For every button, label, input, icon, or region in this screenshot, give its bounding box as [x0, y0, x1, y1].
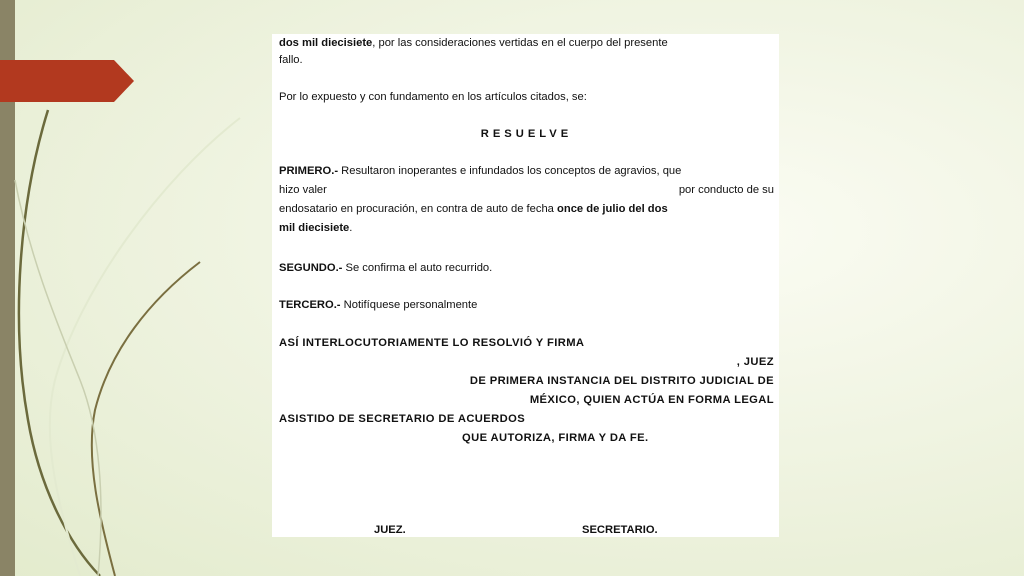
line-mexico: MÉXICO, QUIEN ACTÚA EN FORMA LEGAL	[529, 394, 774, 406]
document-page	[272, 34, 779, 537]
line-asistido: ASISTIDO DE SECRETARIO DE ACUERDOS	[279, 413, 526, 425]
line-tercero: TERCERO.- Notifíquese personalmente	[279, 299, 478, 311]
signature-secretario: SECRETARIO.	[582, 524, 658, 536]
signature-juez: JUEZ.	[374, 524, 406, 536]
line-mil-diecisiete: mil diecisiete.	[279, 222, 353, 234]
line-fallo: fallo.	[279, 54, 303, 66]
resuelve-heading: RESUELVE	[480, 128, 573, 140]
line-por-lo-expuesto: Por lo expuesto y con fundamento en los artículos citados, se:	[279, 91, 587, 103]
line-que-autoriza: QUE AUTORIZA, FIRMA Y DA FE.	[462, 432, 649, 444]
line-endosatario: endosatario en procuración, en contra de auto de fecha once de julio del dos	[279, 203, 668, 215]
line-dos-mil: dos mil diecisiete, por las consideraciones vertidas en el cuerpo del presente	[279, 37, 668, 49]
line-hizo-valer: hizo valer por conducto de su	[279, 184, 774, 196]
decorative-swoosh-lines	[0, 0, 260, 576]
line-juez: , JUEZ	[736, 356, 774, 368]
line-asi-interlocutoriamente: ASÍ INTERLOCUTORIAMENTE LO RESOLVIÓ Y FIRMA	[279, 337, 585, 349]
line-primero: PRIMERO.- Resultaron inoperantes e infundados los conceptos de agravios, que	[279, 165, 682, 177]
line-primera-instancia: DE PRIMERA INSTANCIA DEL DISTRITO JUDICIAL DE	[469, 375, 774, 387]
line-segundo: SEGUNDO.- Se confirma el auto recurrido.	[279, 262, 493, 274]
